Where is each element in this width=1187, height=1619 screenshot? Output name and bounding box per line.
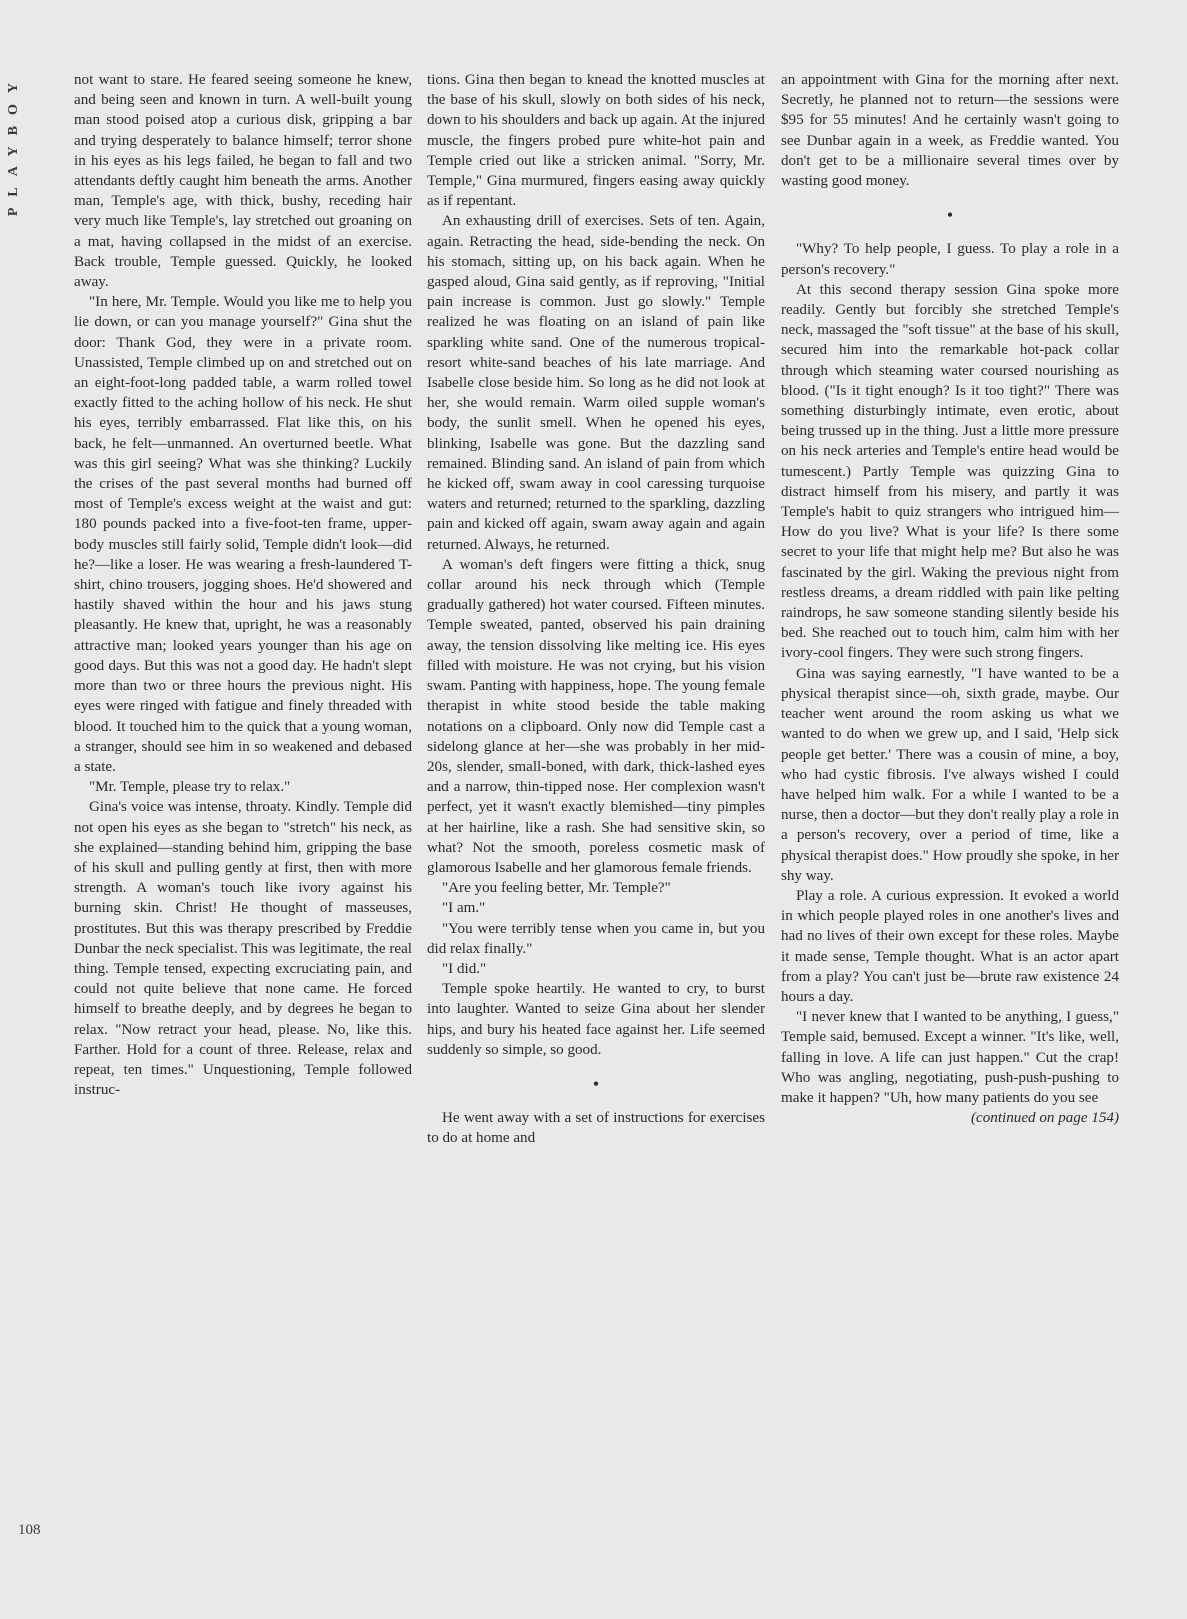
paragraph: "Why? To help people, I guess. To play a role in a person's recovery." bbox=[781, 241, 1119, 278]
paragraph: "I did." bbox=[442, 960, 487, 977]
text-column-3 bbox=[781, 70, 1119, 1128]
paragraph: He went away with a set of instructions for exercises to do at home and bbox=[427, 1110, 765, 1147]
paragraph: "I never knew that I wanted to be anything, I guess," Temple said, bemused. Except a winner. "It's like, well, falling in love. A life can just happen." Cut the crap! Who was angling, negotiating, push-push-pushing to make it happen? "Uh, how many patients do you see bbox=[781, 1009, 1119, 1106]
paragraph: tions. Gina then began to knead the knotted muscles at the base of his skull, slowly on both sides of his neck, down to his shoulders and back up again. At the injured muscle, the fingers probed pure white-hot pain and Temple cried out like a stricken animal. "Sorry, Mr. Temple," Gina murmured, fingers easing away quickly as if repentant. bbox=[427, 72, 765, 210]
section-break-bullet: • bbox=[946, 205, 954, 226]
paragraph: an appointment with Gina for the morning after next. Secretly, he planned not to return—the sessions were $95 for 55 minutes! And he certainly wasn't going to see Dunbar again in a week, as Freddie wanted. You don't get to be a millionaire several times over by wasting good money. bbox=[781, 72, 1119, 190]
continued-note: (continued on page 154) bbox=[971, 1110, 1119, 1127]
text-column-1 bbox=[74, 70, 412, 1100]
paragraph: A woman's deft fingers were fitting a thick, snug collar around his neck through which (Temple gradually gathered) hot water coursed. Fifteen minutes. Temple sweated, panted, observed his pain draining away, the tension dissolving like melting ice. His eyes filled with moisture. He was not crying, but his vision swam. Panting with happiness, hope. The young female therapist in white stood beside the table making notations on a clipboard. Only now did Temple cast a sidelong glance at her—she was probably in her mid-20s, slender, small-boned, with dark, thick-lashed eyes and a narrow, thin-tipped nose. Her complexion wasn't perfect, yet it wasn't exactly blemished—tiny pimples at her hairline, like a rash. She had sensitive skin, so what? Not the smooth, poreless cosmetic mask of glamorous Isabelle and her glamorous female friends. bbox=[427, 556, 765, 876]
paragraph: At this second therapy session Gina spoke more readily. Gently but forcibly she stretched Temple's neck, massaged the "soft tissue" at the base of his skull, secured him into the remarkable hot-pack collar through which steaming water coursed nourishing as blood. ("Is it tight enough? Is it too tight?" There was something disturbingly intimate, even erotic, about being trussed up in the thing. Just a little more pressure on his neck arteries and Temple's entire head would be tumescent.) Partly Temple was quizzing Gina to distract himself from his misery, and partly it was Temple's habit to quiz strangers who intrigued him—How do you live? What is your life? Is there some secret to your life that might help me? But also he was fascinated by the girl. Waking the previous night from restless dreams, a dream riddled with pain like pelting raindrops, he saw someone standing silently beside his bed. She reached out to touch him, calm him with her ivory-cool fingers. They were such strong fingers. bbox=[781, 281, 1119, 662]
page-number: 108 bbox=[18, 1522, 41, 1538]
text-column-2 bbox=[427, 70, 765, 1149]
magazine-name: PLAYBOY bbox=[6, 72, 21, 217]
paragraph: "Mr. Temple, please try to relax." bbox=[89, 779, 291, 796]
paragraph: Temple spoke heartily. He wanted to cry, to burst into laughter. Wanted to seize Gina about her slender hips, and bury his heated face against her. Life seemed suddenly so simple, so good. bbox=[427, 981, 765, 1058]
paragraph: Gina's voice was intense, throaty. Kindly. Temple did not open his eyes as she began to "stretch" his neck, as she explained—standing behind him, gripping the base of his skull and pulling gently at first, then with more strength. A woman's touch like ivory against his burning skin. Christ! He thought of masseuses, prostitutes. But this was therapy prescribed by Freddie Dunbar the neck specialist. This was legitimate, the real thing. Temple tensed, expecting excruciating pain, and could not quite believe that none came. He forced himself to breathe deeply, and by degrees he began to relax. "Now retract your head, please. No, like this. Farther. Hold for a count of three. Release, relax and repeat, ten times." Unquestioning, Temple followed instruc- bbox=[74, 799, 412, 1099]
paragraph: not want to stare. He feared seeing someone he knew, and being seen and known in turn. A well-built young man stood poised atop a curious disk, gripping a bar and trying desperately to balance himself; terror shone in his eyes as his legs failed, he began to fall and two attendants deftly caught him beneath the arms. Another man, Temple's age, with thick, bushy, receding hair very much like Temple's, lay stretched out groaning on a mat, having collapsed in the midst of an exercise. Back trouble, Temple guessed. Quickly, he looked away. bbox=[74, 72, 412, 291]
paragraph: "You were terribly tense when you came in, but you did relax finally." bbox=[427, 920, 765, 957]
paragraph: "I am." bbox=[442, 900, 486, 917]
paragraph: Play a role. A curious expression. It evoked a world in which people played roles in one another's lives and had no lives of their own except for these roles. Maybe it made sense, Temple thought. What is an actor apart from a play? You can't just be—brute raw existence 24 hours a day. bbox=[781, 887, 1119, 1005]
section-break-bullet: • bbox=[592, 1073, 600, 1094]
paragraph: Gina was saying earnestly, "I have wanted to be a physical therapist since—oh, sixth grade, maybe. Our teacher went around the room asking us what we wanted to do when we grew up, and I said, 'Help sick people get better.' There was a cousin of mine, a boy, who had cystic fibrosis. I've always wished I could have helped him walk. For a while I wanted to be a nurse, then a doctor—but they don't really play a role in a person's recovery, over a period of time, like a physical therapist does." How proudly she spoke, in her shy way. bbox=[781, 665, 1119, 884]
paragraph: An exhausting drill of exercises. Sets of ten. Again, again. Retracting the head, side-bending the neck. On his stomach, sitting up, on his back again. When he gasped aloud, Gina said gently, as if reproving, "Initial pain increase is common. Just go slowly." Temple realized he was floating on an island of pain like sparkling white sand. One of the numerous tropical-resort white-sand beaches of his late marriage. And Isabelle close beside him. So long as he did not look at her, she would remain. Warm oiled supple woman's body, the sunlit smell. When he opened his eyes, blinking, Isabelle was gone. But the dazzling sand remained. Blinding sand. An island of pain from which he kicked off, swam away in cool caressing turquoise waters and returned; returned to the sparkling, dazzling pain and kicked off again, swam away again and again returned. Always, he returned. bbox=[427, 213, 765, 553]
paragraph: "Are you feeling better, Mr. Temple?" bbox=[442, 880, 671, 897]
paragraph: "In here, Mr. Temple. Would you like me to help you lie down, or can you manage yourself?" Gina shut the door: Thank God, they were in a private room. Unassisted, Temple climbed up on and stretched out on an eight-foot-long padded table, a warm rolled towel exactly fitted to the aching hollow of his neck. He shut his eyes, terribly embarrassed. Flat like this, on his back, he felt—unmanned. An overturned beetle. What was this girl seeing? What was she thinking? Luckily the crises of the past several months had burned off most of Temple's excess weight at the waist and gut: 180 pounds packed into a five-foot-ten frame, upper-body muscles still fairly solid, Temple didn't look—did he?—like a loser. He was wearing a fresh-laundered T-shirt, chino trousers, jogging shoes. He'd showered and hastily shaved within the hour and his jaws stung pleasantly. He knew that, upright, he was a reasonably attractive man; looked years younger than his age on good days. But this was not a good day. He hadn't slept more than two or three hours the previous night. His eyes were ringed with fatigue and finely threaded with blood. It touched him to the quick that a young woman, a stranger, should see him in so weakened and debased a state. bbox=[74, 294, 412, 775]
